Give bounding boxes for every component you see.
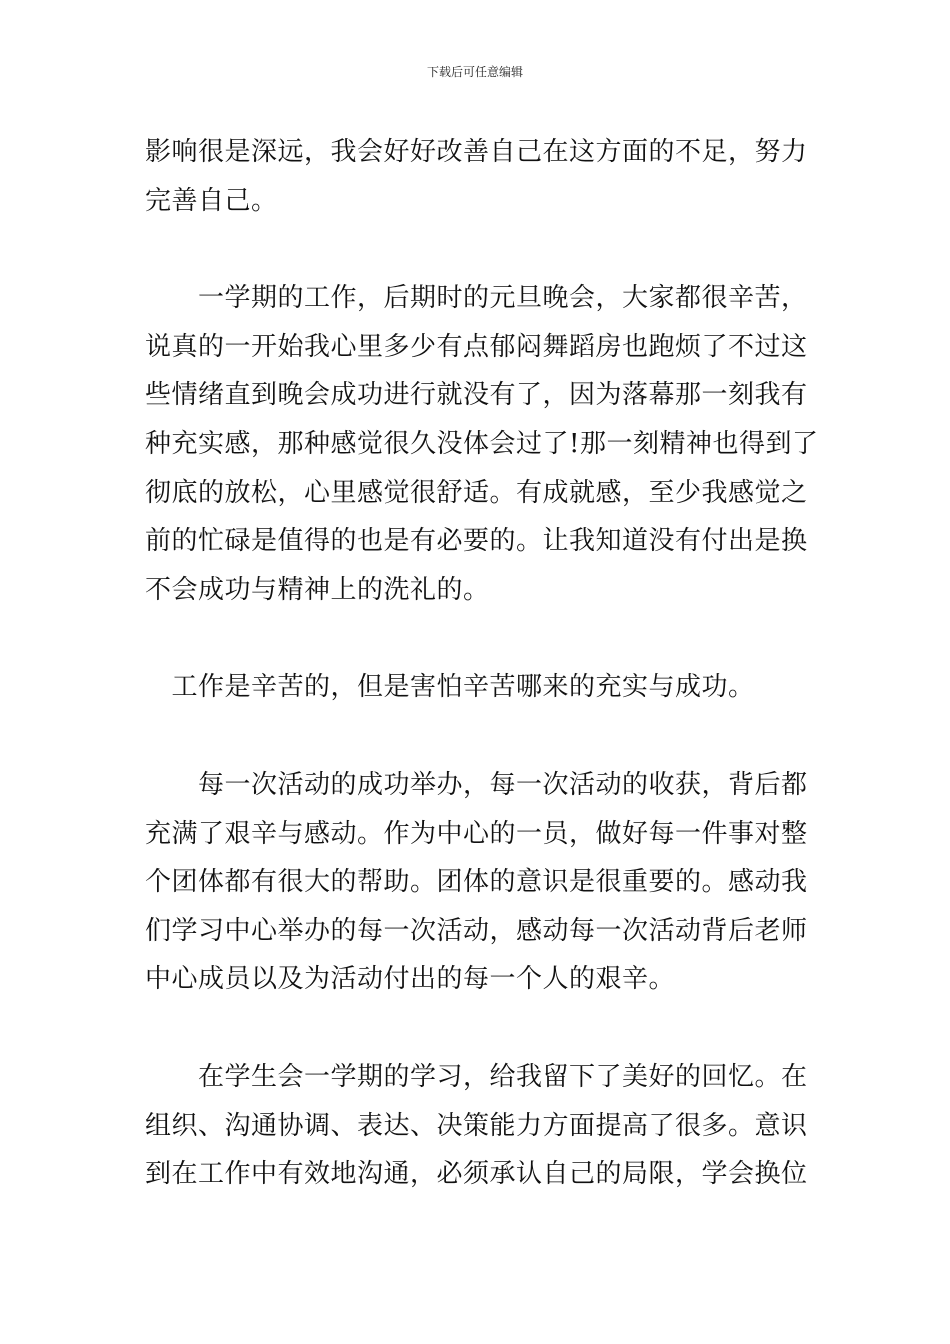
text-line: 到在工作中有效地沟通，必须承认自己的局限，学会换位	[145, 1159, 808, 1190]
text-line: 每一次活动的成功举办，每一次活动的收获，背后都	[145, 769, 808, 800]
text-line: 前的忙碌是值得的也是有必要的。让我知道没有付出是换	[145, 526, 808, 557]
paragraph-2	[145, 274, 819, 614]
text-line: 种充实感，那种感觉很久没体会过了!那一刻精神也得到了	[145, 428, 819, 459]
paragraph-gap	[145, 1004, 815, 1053]
text-line: 些情绪直到晚会成功进行就没有了，因为落幕那一刻我有	[145, 380, 808, 411]
paragraph-gap	[145, 712, 815, 761]
text-line: 完善自己。	[145, 185, 278, 216]
text-line: 一学期的工作，后期时的元旦晚会，大家都很辛苦，	[145, 283, 808, 314]
text-line: 中心成员以及为活动付出的每一个人的艰辛。	[145, 964, 676, 995]
page-header: 下载后可任意编辑	[426, 65, 523, 79]
paragraph-gap	[145, 225, 815, 274]
text-line: 个团体都有很大的帮助。团体的意识是很重要的。感动我	[145, 867, 808, 898]
text-line: 工作是辛苦的，但是害怕辛苦哪来的充实与成功。	[145, 672, 755, 703]
text-line: 彻底的放松，心里感觉很舒适。有成就感，至少我感觉之	[145, 477, 808, 508]
paragraph-gap	[145, 614, 815, 663]
text-line: 充满了艰辛与感动。作为中心的一员，做好每一件事对整	[145, 818, 808, 849]
text-line: 影响很是深远，我会好好改善自己在这方面的不足，努力	[145, 137, 808, 167]
paragraph-3	[145, 663, 815, 712]
paragraph-1	[145, 128, 815, 225]
text-line: 们学习中心举办的每一次活动，感动每一次活动背后老师	[145, 915, 808, 946]
text-line: 说真的一开始我心里多少有点郁闷舞蹈房也跑烦了不过这	[145, 331, 808, 362]
document-body	[145, 128, 819, 1199]
text-line: 在学生会一学期的学习，给我留下了美好的回忆。在	[145, 1061, 808, 1092]
text-line: 不会成功与精神上的洗礼的。	[145, 574, 490, 605]
paragraph-5	[145, 1053, 815, 1199]
text-line: 组织、沟通协调、表达、决策能力方面提高了很多。意识	[145, 1110, 808, 1141]
paragraph-4	[145, 761, 815, 1004]
